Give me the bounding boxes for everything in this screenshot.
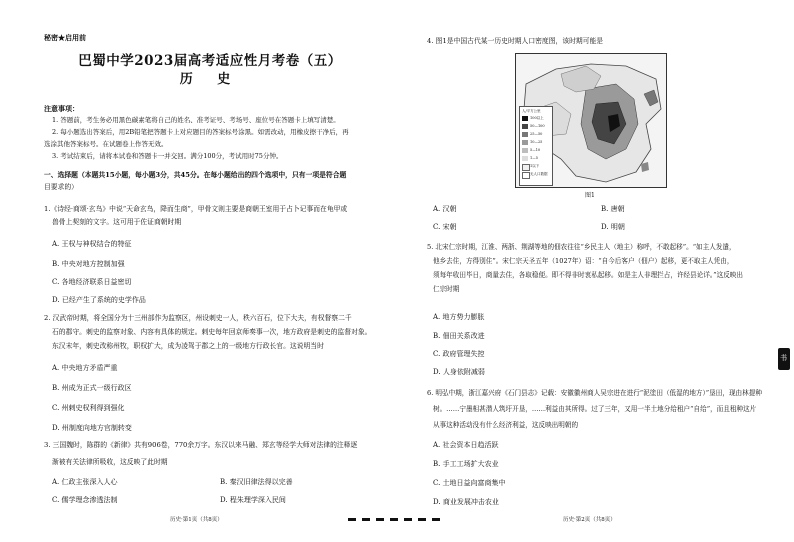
q1-option-d[interactable]: D. 已经产生了系统的史学作品 bbox=[52, 296, 146, 304]
q5-option-b[interactable]: B. 佃田关系改进 bbox=[433, 332, 485, 340]
legend-label: 无人口数据 bbox=[530, 172, 548, 176]
legend-title: 人/平方公里 bbox=[522, 109, 541, 113]
notes-item: 3. 考试结束后，请将本试卷和答题卡一并交回。满分100分，考试用时75分钟。 bbox=[52, 152, 283, 160]
footer-dash bbox=[376, 518, 384, 521]
question-4-text: 4. 图1是中国古代某一历史时期人口密度图，该时期可能是 bbox=[427, 37, 604, 45]
q2-option-b[interactable]: B. 州成为正式一级行政区 bbox=[52, 384, 132, 392]
notes-item: 1. 答题前，考生务必用黑色碳素笔将自己的姓名、准考证号、考场号、座位号在答题卡上填写清楚。 bbox=[52, 116, 340, 124]
page-footer-left: 历史·第1页（共8页） bbox=[170, 517, 223, 523]
figure-caption: 图1 bbox=[585, 192, 595, 199]
legend-label: 1以下 bbox=[530, 164, 540, 168]
population-density-map bbox=[515, 53, 667, 188]
legend-swatch bbox=[522, 172, 530, 179]
question-5-text: 5. 北宋仁宗时期，江淮、两浙、荆湖等地的佃农往往“乡民主人（地主）称呼，不敢起移”。“如主人发遣， bbox=[427, 243, 736, 251]
question-5-text: 他乡去住，方得别住”。宋仁宗天圣五年（1027年）诏：“自今后客户（佃户）起移，更不取主人凭由， bbox=[433, 257, 734, 265]
footer-dash bbox=[348, 518, 356, 521]
legend-swatch bbox=[522, 140, 528, 145]
legend-label: 50—100 bbox=[530, 124, 545, 128]
legend-label: 10—25 bbox=[530, 140, 543, 144]
q5-option-c[interactable]: C. 政府管理失控 bbox=[433, 350, 485, 358]
footer-dash bbox=[362, 518, 370, 521]
side-tab-label: 书 bbox=[780, 354, 787, 362]
q6-option-c[interactable]: C. 土地日益向富商集中 bbox=[433, 479, 506, 487]
question-5-text: 须每年收田毕日，商量去住，各取稳便。即不得非时衷私起移。如是主人非理拦占，许经县论详。”这反映出 bbox=[433, 271, 743, 279]
legend-label: 5—10 bbox=[530, 148, 541, 152]
question-1-text: 1.《诗经·商颂·玄鸟》中说“天命玄鸟，降而生商”，甲骨文则主要是商朝王室用于占卜记事而在龟甲或 bbox=[44, 205, 348, 213]
legend-swatch bbox=[522, 156, 528, 161]
question-3-text: 渐被有关法律所吸收，这反映了此时期 bbox=[52, 458, 168, 466]
q5-option-d[interactable]: D. 人身依附减弱 bbox=[433, 368, 485, 376]
q2-option-c[interactable]: C. 州刺史权利得到强化 bbox=[52, 404, 125, 412]
section-heading: 一、选择题（本题共15小题，每小题3分，共45分。在每小题给出的四个选项中，只有一项是符合题 bbox=[44, 171, 347, 179]
q2-option-a[interactable]: A. 中央地方矛盾严重 bbox=[52, 364, 118, 372]
page-footer-right: 历史·第2页（共8页） bbox=[563, 517, 616, 523]
q6-option-b[interactable]: B. 手工工场扩大农业 bbox=[433, 460, 499, 468]
q6-option-a[interactable]: A. 社会资本日趋活跃 bbox=[433, 441, 499, 449]
question-2-text: 2. 汉武帝时期，将全国分为十三州部作为监察区，州设刺史一人，秩六百石，位下大夫，有权督察二千 bbox=[44, 314, 352, 322]
notes-item: 2. 每小题选出答案后，用2B铅笔把答题卡上对应题目的答案标号涂黑。如需改动，用橡皮擦干净后，再 bbox=[52, 128, 349, 136]
question-1-text: 兽骨上契刻的文字。这可用于佐证商朝时期 bbox=[52, 218, 182, 226]
question-6-text: 6. 明弘中期，浙江嘉兴府《石门县志》记载：安徽徽州商人吴宗进在进行“泥塗田（低湿的地方）”垦田，现由林提种 bbox=[427, 389, 762, 397]
legend-swatch bbox=[522, 132, 528, 137]
q4-option-a[interactable]: A. 汉朝 bbox=[433, 205, 457, 213]
q3-option-b[interactable]: B. 秦汉旧律法得以完善 bbox=[220, 478, 293, 486]
subject-title: 历 史 bbox=[179, 72, 241, 87]
q3-option-c[interactable]: C. 儒学理念渗透法制 bbox=[52, 496, 118, 504]
exam-title: 巴蜀中学2023届高考适应性月考卷（五） bbox=[78, 53, 342, 69]
question-2-text: 石的郡守。刺史的监察对象、内容有具体的规定。刺史每年回京师奏事一次，地方政府是刺史的监督对象。 bbox=[52, 328, 372, 336]
q3-option-a[interactable]: A. 仁政主张深入人心 bbox=[52, 478, 118, 486]
question-5-text: 仁宗时期 bbox=[433, 285, 460, 293]
map-legend bbox=[519, 106, 553, 186]
q4-option-d[interactable]: D. 明朝 bbox=[601, 223, 625, 231]
legend-swatch bbox=[522, 148, 528, 153]
q5-option-a[interactable]: A. 地方势力膨胀 bbox=[433, 313, 485, 321]
legend-swatch bbox=[522, 124, 528, 129]
legend-swatch bbox=[522, 116, 528, 121]
secret-label: 秘密★启用前 bbox=[44, 33, 86, 42]
legend-swatch bbox=[522, 164, 530, 171]
q1-option-c[interactable]: C. 各地经济联系日益密切 bbox=[52, 278, 132, 286]
q4-option-b[interactable]: B. 唐朝 bbox=[601, 205, 625, 213]
q1-option-b[interactable]: B. 中央对地方控制加强 bbox=[52, 260, 125, 268]
legend-label: 1—5 bbox=[530, 156, 538, 160]
question-6-text: 树。……宁墨相甚潜人筑圩开垦，……利益由其所得。过了三年，又用一半土地分给租户“自给”，而且租种这片 bbox=[433, 405, 757, 413]
question-6-text: 从事这种活动没有什么经济利益，这反映出明朝的 bbox=[433, 421, 579, 429]
question-3-text: 3. 三国魏时，陈群的《新律》共有906卷，770余万字。东汉以来马融、郑玄等经学大师对法律的注释逐 bbox=[44, 441, 358, 449]
q1-option-a[interactable]: A. 王权与神权结合的特征 bbox=[52, 240, 132, 248]
side-tab bbox=[778, 348, 790, 370]
legend-label: 25—50 bbox=[530, 132, 543, 136]
question-2-text: 东汉末年，刺史改称州牧，职权扩大，成为凌驾于郡之上的一级地方行政长官。这说明当时 bbox=[52, 342, 324, 350]
q3-option-d[interactable]: D. 程朱理学深入民间 bbox=[220, 496, 286, 504]
q4-option-c[interactable]: C. 宋朝 bbox=[433, 223, 457, 231]
section-heading-cont: 目要求的） bbox=[44, 183, 78, 191]
q6-option-d[interactable]: D. 商业发展冲击农业 bbox=[433, 498, 499, 506]
notes-heading: 注意事项： bbox=[44, 104, 79, 113]
notes-item: 选涂其他答案标号。在试题卷上作答无效。 bbox=[44, 140, 168, 148]
legend-label: 100以上 bbox=[530, 116, 544, 120]
q2-option-d[interactable]: D. 州制度向地方官制转变 bbox=[52, 424, 132, 432]
